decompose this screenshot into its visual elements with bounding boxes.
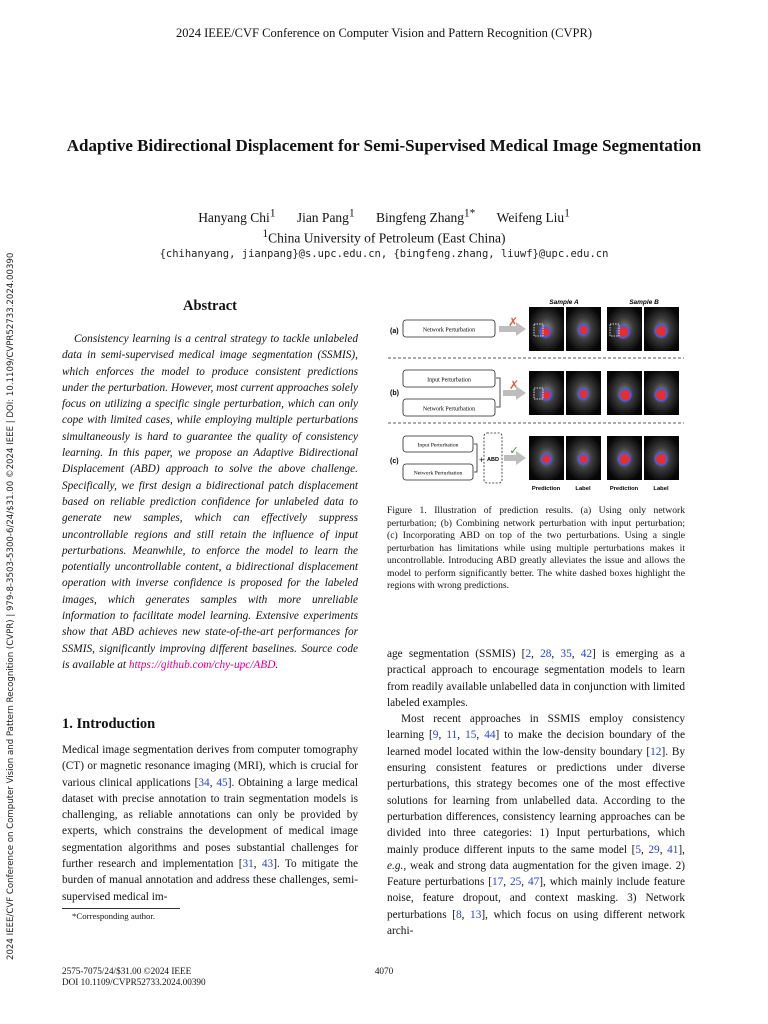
citation-link[interactable]: 25 — [510, 876, 522, 889]
network-perturbation-label: Network Perturbation — [422, 327, 476, 334]
author: Bingfeng Zhang$^{1*}$ — [375, 207, 476, 225]
citation-link[interactable]: 45 — [216, 776, 228, 789]
section-heading-introduction: 1. Introduction — [62, 716, 156, 732]
introduction-text: Medical image segmentation derives from computer tomography (CT) or magnetic resonance imaging (MRI), which is crucial for various clinical applications [34, 45]. Obtaining a large medical dataset with precise annotation to train segmentation models is challenging, as reliable annotations can only be provided by experts, which constrains the development of medical image segmentation algorithms and poses substantial challenges for further research and implementation [31, 43]. To mitigate the burden of manual annotation and address these challenges, semi-supervised medical im- — [62, 744, 358, 903]
citation-link[interactable]: 47 — [528, 876, 540, 889]
network-perturbation-label: Network Perturbation — [422, 406, 476, 413]
abstract-heading: Abstract — [183, 298, 237, 314]
conference-header: 2024 IEEE/CVF Conference on Computer Vision and Pattern Recognition (CVPR) — [176, 26, 592, 40]
sample-a-label: Sample A — [549, 299, 579, 306]
author: Jian Pang$^1$ — [296, 207, 355, 225]
plus-sign: + — [479, 455, 485, 465]
citation-link[interactable]: 29 — [648, 843, 660, 856]
footer-issn: 2575-7075/24/$31.00 ©2024 IEEE DOI 10.1109/CVPR52733.2024.00390 — [62, 966, 206, 987]
citation-link[interactable]: 12 — [650, 745, 662, 758]
figure-1 — [386, 296, 686, 496]
citation-link[interactable]: 15 — [465, 729, 477, 742]
scan-row-b — [529, 371, 679, 415]
cross-icon: ✗ — [508, 378, 520, 392]
author: Weifeng Liu$^1$ — [496, 207, 570, 225]
network-perturbation-label: Network Perturbation — [413, 470, 463, 477]
citation-link[interactable]: 11 — [446, 729, 458, 742]
author-emails: {chihanyang, jianpang}@s.upc.edu.cn, {bingfeng.zhang, liuwf}@upc.edu.cn — [159, 248, 609, 260]
code-link[interactable]: https://github.com/chy-upc/ABD — [128, 658, 276, 671]
citation-link[interactable]: 8 — [455, 908, 462, 921]
citation-link[interactable]: 44 — [484, 729, 496, 742]
cross-icon: ✗ — [507, 315, 519, 329]
scan-row-a — [529, 307, 679, 351]
bracket — [496, 378, 500, 407]
citation-link[interactable]: 28 — [540, 648, 552, 660]
footnote: *Corresponding author. — [72, 911, 156, 921]
author-list — [0, 207, 768, 226]
citation-link[interactable]: 17 — [492, 876, 504, 889]
citation-link[interactable]: 2 — [525, 648, 532, 660]
footnote-rule — [62, 908, 180, 909]
row-label-b: (b) — [390, 390, 399, 397]
citation-link[interactable]: 35 — [560, 648, 572, 660]
col-label-label: Label — [575, 486, 591, 492]
scan-row-c — [529, 436, 679, 480]
affiliation: $^1$China University of Petroleum (East China) — [262, 228, 506, 246]
abd-label: ABD — [487, 457, 499, 463]
sample-b-label: Sample B — [629, 299, 659, 306]
citation-link[interactable]: 31 — [242, 858, 254, 871]
check-icon: ✓ — [509, 444, 519, 457]
paragraph: age segmentation (SSMIS) [2, 28, 35, 42] is emerging as a practical approach to encourage segmentation models to learn from readily available unlabelled data in conjunction with limited labeled examples. — [387, 648, 685, 709]
citation-link[interactable]: 9 — [432, 729, 439, 742]
citation-link[interactable]: 34 — [198, 776, 210, 789]
citation-link[interactable]: 42 — [580, 648, 593, 660]
right-column-text — [387, 646, 685, 939]
col-label-prediction: Prediction — [531, 486, 561, 492]
input-perturbation-label: Input Perturbation — [427, 377, 471, 384]
input-perturbation-label: Input Perturbation — [417, 442, 459, 449]
col-label-prediction: Prediction — [609, 486, 639, 492]
citation-link[interactable]: 41 — [667, 843, 679, 856]
row-label-a: (a) — [390, 328, 399, 335]
page-number: 4070 — [374, 966, 394, 976]
row-label-c: (c) — [390, 458, 399, 465]
col-label-label: Label — [653, 486, 669, 492]
author: Hanyang Chi$^1$ — [198, 207, 276, 225]
paper-title: Adaptive Bidirectional Displacement for Semi-Supervised Medical Image Segmentation — [66, 136, 702, 155]
paragraph: Most recent approaches in SSMIS employ consistency learning [9, 11, 15, 44] to make the decision boundary of the learned model located within the low-density boundary [12]. By ensuring consistent features or predictions under diverse perturbations, this strategy becomes one of the most effective solutions for learning from unlabelled data. According to the perturbation differences, consistency learning approaches can be divided into three categories: 1) Input perturbations, which mainly produce different inputs to the same model [5, 29, 41], e.g., weak and strong data augmentation for the given image. 2) Feature perturbations [17, 25, 47], which mainly include feature noise, feature dropout, and context masking. 3) Network perturbations [8, 13], which focus on using different network archi- — [387, 713, 686, 938]
citation-link[interactable]: 5 — [635, 843, 642, 856]
bracket — [474, 444, 477, 472]
citation-link[interactable]: 43 — [261, 858, 274, 871]
citation-link[interactable]: 13 — [470, 908, 482, 921]
side-doi-banner: 2024 IEEE/CVF Conference on Computer Vision and Pattern Recognition (CVPR) | 979-8-3503-5300-6/24/$31.00 ©2024 IEEE | DOI: 10.1109/CVPR52733.2024.00390 — [6, 252, 16, 960]
abstract-text: Consistency learning is a central strategy to tackle unlabeled data in semi-supervised medical image segmentation (SSMIS), which enforces the model to produce consistent predictions under the perturbation. However, most current approaches solely focus on utilizing a specific single perturbation, which can only cope with limited cases, while employing multiple perturbations simultaneously is hard to guarantee the quality of consistency learning. In this paper, we propose an Adaptive Bidirectional Displacement (ABD) approach to solve the above challenge. Specifically, we first design a bidirectional patch displacement based on reliable prediction confidence for unlabeled data to generate new samples, which can effectively suppress uncontrollable regions and still retain the influence of input perturbations. Meanwhile, to enforce the model to learn the potentially uncontrollable content, a bidirectional displacement operation with inverse confidence is proposed for the labeled images, which generates samples with more unreliable information to facilitate model learning. Extensive experiments show that ABD achieves new state-of-the-art performances for SSMIS, significantly improving different baselines. Source code is available at https://github.com/chy-upc/ABD. — [62, 333, 358, 671]
figure-caption: Figure 1. Illustration of prediction results. (a) Using only network perturbation; (b) Combining network perturbation with input perturbation; (c) Incorporating ABD on top of the two perturbations. Using a single perturbation has limitations while using multiple perturbations makes it uncontrollable. Introducing ABD greatly alleviates the issue and allows the model to perform significantly better. The white dashed boxes highlight the regions with wrong predictions. — [387, 505, 685, 591]
